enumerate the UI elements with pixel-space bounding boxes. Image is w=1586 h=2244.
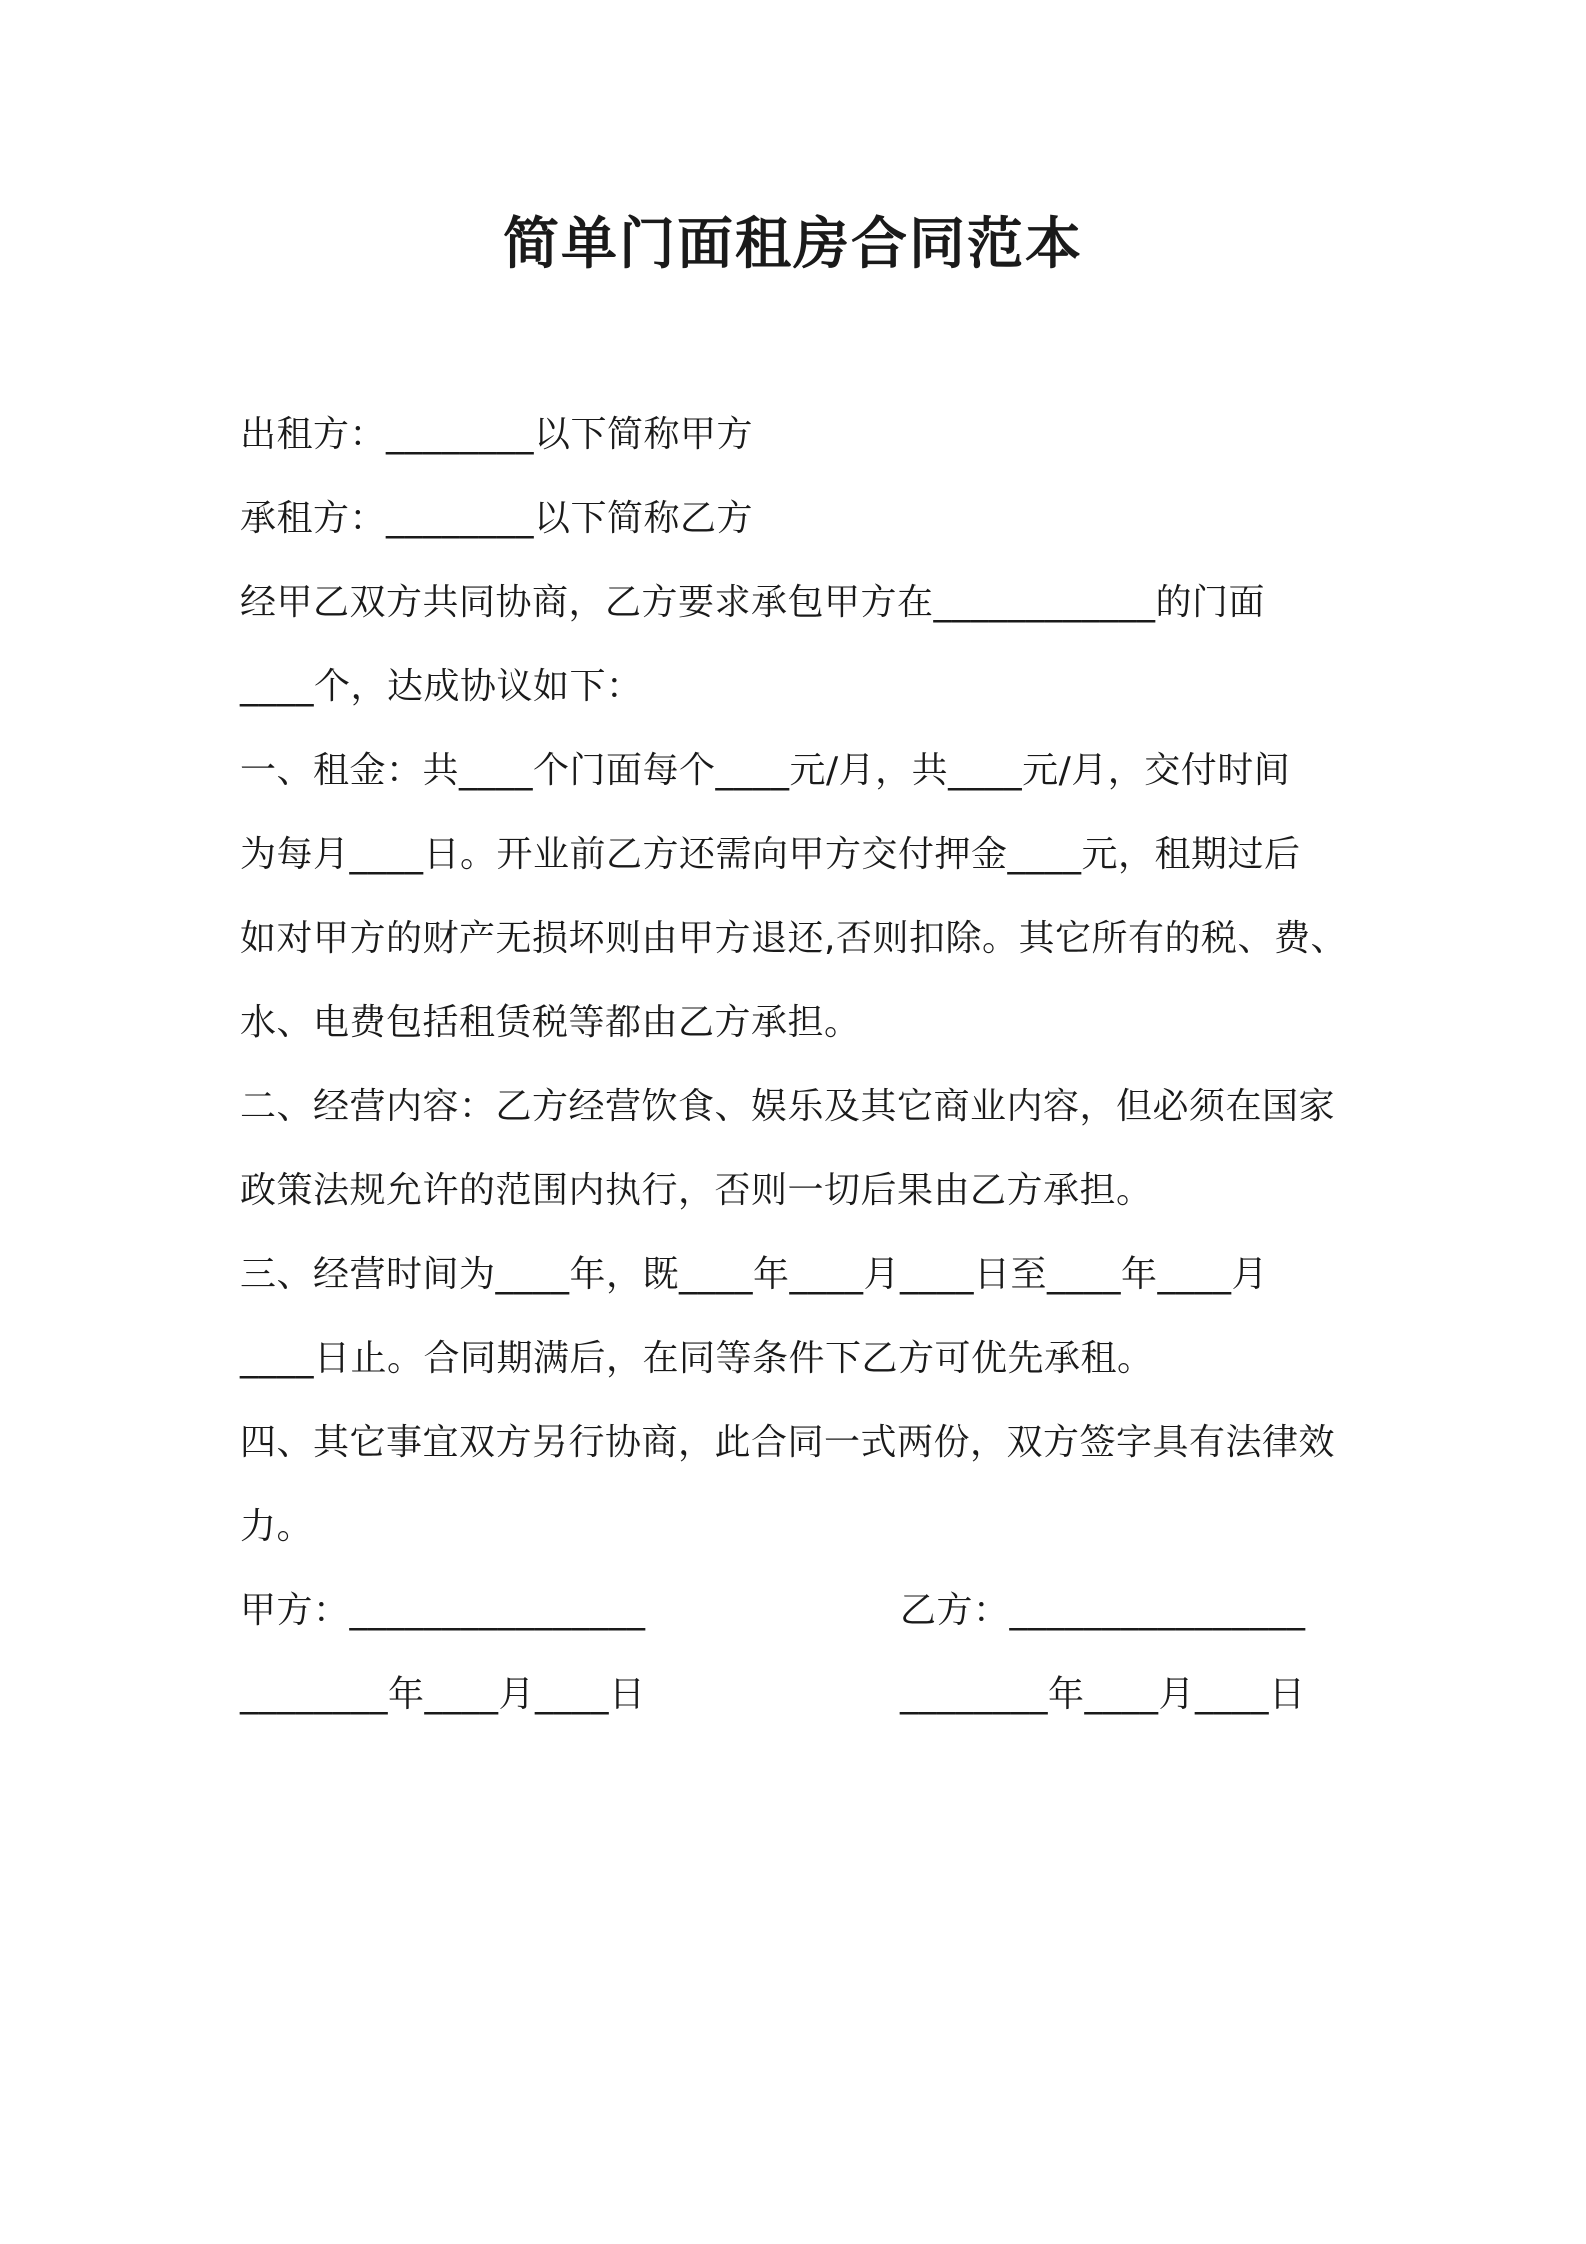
document-title: 简单门面租房合同范本 [503, 212, 1083, 277]
party-a-date: ________年____月____日 [240, 1674, 646, 1715]
party-b-date: ________年____月____日 [900, 1674, 1306, 1715]
clause-2-line-2: 政策法规允许的范围内执行，否则一切后果由乙方承担。 [240, 1170, 1153, 1211]
intro-line-1: 经甲乙双方共同协商，乙方要求承包甲方在____________的门面 [240, 582, 1266, 623]
clause-1-line-1: 一、租金：共____个门面每个____元/月，共____元/月，交付时间 [240, 750, 1291, 791]
clause-4-line-2: 力。 [240, 1506, 314, 1547]
party-b-signature: 乙方：________________ [900, 1590, 1306, 1631]
clause-1-line-3: 如对甲方的财产无损坏则由甲方退还,否则扣除。其它所有的税、费、 [240, 918, 1347, 959]
clause-4-line-1: 四、其它事宜双方另行协商，此合同一式两份，双方签字具有法律效 [240, 1422, 1336, 1463]
intro-line-2: ____个，达成协议如下： [240, 666, 643, 707]
clause-3-line-2: ____日止。合同期满后，在同等条件下乙方可优先承租。 [240, 1338, 1154, 1379]
clause-1-line-4: 水、电费包括租赁税等都由乙方承担。 [240, 1002, 861, 1043]
party-a-signature: 甲方：________________ [240, 1590, 646, 1631]
clause-2-line-1: 二、经营内容：乙方经营饮食、娱乐及其它商业内容，但必须在国家 [240, 1086, 1336, 1127]
clause-3-line-1: 三、经营时间为____年，既____年____月____日至____年____月 [240, 1254, 1269, 1295]
lessor-line: 出租方：________以下简称甲方 [240, 414, 754, 455]
lessee-line: 承租方：________以下简称乙方 [240, 498, 754, 539]
clause-1-line-2: 为每月____日。开业前乙方还需向甲方交付押金____元，租期过后 [240, 834, 1301, 875]
